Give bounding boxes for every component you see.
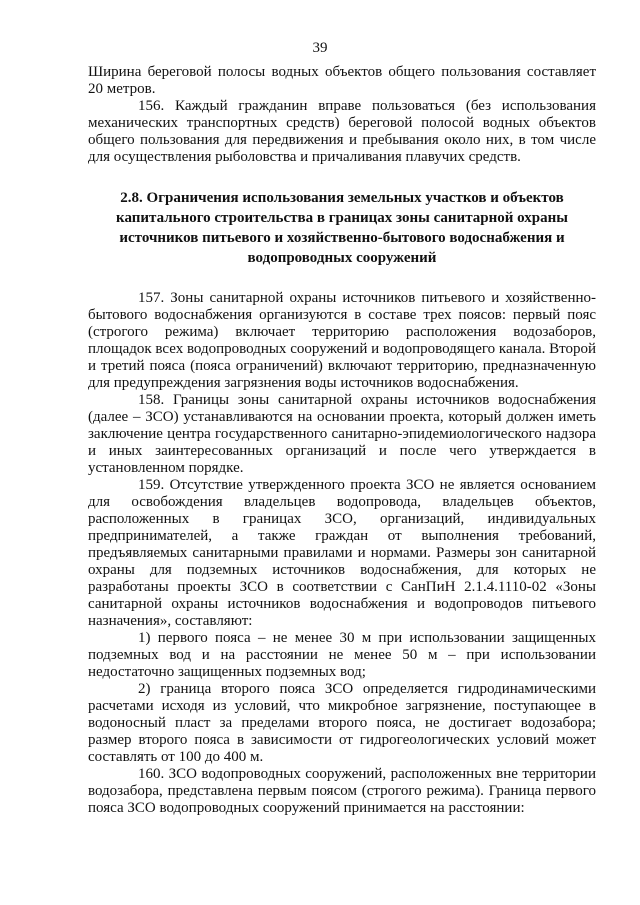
paragraph-160: 160. ЗСО водопроводных сооружений, расположенных вне территории водозабора, представлена первым поясом (строгого режима). Граница первого пояса ЗСО водопроводных сооружений принимается на расстоянии: — [88, 766, 596, 816]
paragraph-159: 159. Отсутствие утвержденного проекта ЗСО не является основанием для освобождения владельцев водопровода, владельцев объектов, расположенных в границах ЗСО, организаций, индивидуальных предпринимателей, а также граждан от выполнения требований, предъявляемых санитарными правилами и нормами. Размеры зон санитарной охраны для подземных источников водоснабжения, для которых не разработаны проекты ЗСО в соответствии с СанПиН 2.1.4.1110-02 «Зоны санитарной охраны источников водоснабжения и водопроводов питьевого назначения», составляют: — [88, 477, 596, 629]
paragraph-159-item-1: 1) первого пояса – не менее 30 м при использовании защищенных подземных вод и на расстоянии не менее 50 м – при использовании недостаточно защищенных подземных вод; — [88, 630, 596, 680]
paragraph-width: Ширина береговой полосы водных объектов общего пользования составляет 20 метров. — [88, 64, 596, 97]
document-body — [88, 64, 596, 817]
paragraph-157: 157. Зоны санитарной охраны источников питьевого и хозяйственно-бытового водоснабжения организуются в составе трех поясов: первый пояс (строгого режима) включает территорию расположения водозаборов, площадок всех водопроводных сооружений и водопроводящего канала. Второй и третий пояса (пояса ограничений) включают территорию, предназначенную для предупреждения загрязнения воды источников водоснабжения. — [88, 290, 596, 391]
section-title: 2.8. Ограничения использования земельных участков и объектов капитального строительства в границах зоны санитарной охраны источников питьевого и хозяйственно-бытового водоснабжения и водопроводных сооружений — [116, 190, 568, 266]
paragraph-156: 156. Каждый гражданин вправе пользоваться (без использования механических транспортных средств) береговой полосой водных объектов общего пользования для передвижения и пребывания около них, в том числе для осуществления рыболовства и причаливания плавучих средств. — [88, 98, 596, 165]
page-number: 39 — [312, 40, 328, 56]
paragraph-159-item-2: 2) граница второго пояса ЗСО определяется гидродинамическими расчетами исходя из условий, что микробное загрязнение, поступающее в водоносный пласт за пределами второго пояса, не достигает водозабора; размер второго пояса в зависимости от гидрогеологических условий может составлять от 100 до 400 м. — [88, 681, 596, 765]
paragraph-158: 158. Границы зоны санитарной охраны источников водоснабжения (далее – ЗСО) устанавливаются на основании проекта, который должен иметь заключение центра государственного санитарно-эпидемиологического надзора и иных заинтересованных организаций и после чего утверждается в установленном порядке. — [88, 392, 596, 476]
